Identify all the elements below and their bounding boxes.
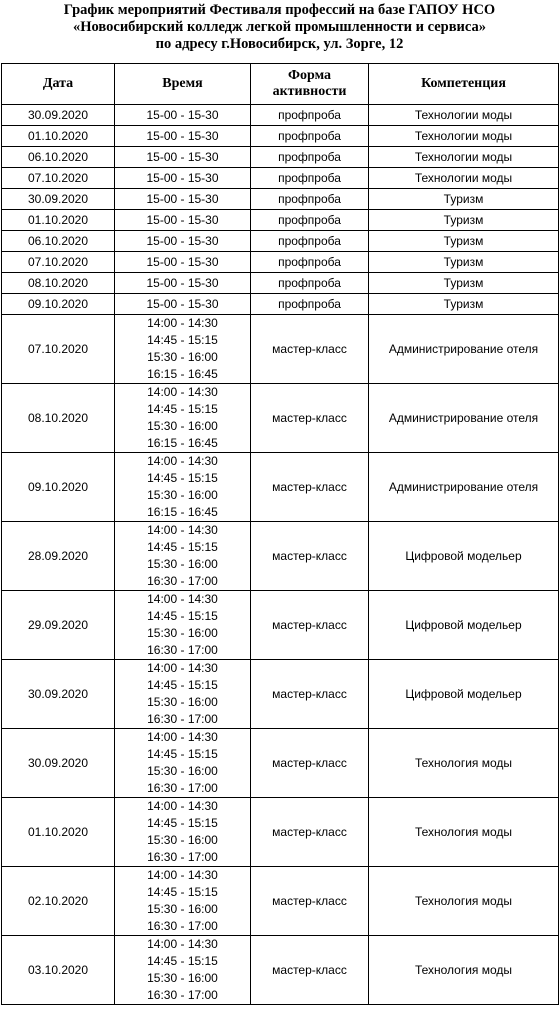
form-cell: профпроба	[251, 189, 369, 210]
title-line-3: по адресу г.Новосибирск, ул. Зорге, 12	[155, 36, 404, 52]
time-slot: 16:30 - 17:00	[147, 988, 218, 1002]
time-slot: 16:30 - 17:00	[147, 781, 218, 795]
schedule-body	[2, 105, 559, 1005]
form-cell: профпроба	[251, 294, 369, 315]
time-slot: 14:45 - 15:15	[147, 333, 218, 347]
table-row	[2, 168, 559, 189]
time-slot: 14:45 - 15:15	[147, 471, 218, 485]
time-cell: 15-00 - 15-30	[115, 126, 251, 147]
time-cell: 15-00 - 15-30	[115, 168, 251, 189]
table-row	[2, 147, 559, 168]
time-cell: 15-00 - 15-30	[115, 105, 251, 126]
date-cell: 03.10.2020	[2, 936, 115, 1005]
time-slot: 14:45 - 15:15	[147, 816, 218, 830]
competence-cell: Туризм	[369, 273, 559, 294]
time-cell: 15-00 - 15-30	[115, 147, 251, 168]
competence-cell: Туризм	[369, 189, 559, 210]
schedule-table	[1, 63, 559, 1005]
time-cell	[115, 729, 251, 798]
date-cell: 06.10.2020	[2, 147, 115, 168]
form-cell: профпроба	[251, 252, 369, 273]
table-row	[2, 294, 559, 315]
competence-cell: Технология моды	[369, 729, 559, 798]
time-cell: 15-00 - 15-30	[115, 273, 251, 294]
competence-cell: Технологии моды	[369, 126, 559, 147]
date-cell: 30.09.2020	[2, 105, 115, 126]
time-slot: 14:45 - 15:15	[147, 885, 218, 899]
form-cell: мастер-класс	[251, 384, 369, 453]
competence-cell: Администрирование отеля	[369, 453, 559, 522]
form-cell: мастер-класс	[251, 453, 369, 522]
table-row	[2, 384, 559, 453]
competence-cell: Технологии моды	[369, 147, 559, 168]
header-time: Время	[115, 64, 251, 105]
date-cell: 06.10.2020	[2, 231, 115, 252]
time-slot: 16:30 - 17:00	[147, 643, 218, 657]
form-cell: профпроба	[251, 168, 369, 189]
table-row	[2, 315, 559, 384]
time-slot: 14:45 - 15:15	[147, 747, 218, 761]
header-row	[2, 64, 559, 105]
time-slot: 15:30 - 16:00	[147, 350, 218, 364]
table-row	[2, 231, 559, 252]
time-slot: 15:30 - 16:00	[147, 833, 218, 847]
time-slot: 16:30 - 17:00	[147, 574, 218, 588]
table-row	[2, 189, 559, 210]
time-slot: 16:15 - 16:45	[147, 367, 218, 381]
time-slot: 14:45 - 15:15	[147, 402, 218, 416]
table-row	[2, 660, 559, 729]
competence-cell: Туризм	[369, 294, 559, 315]
competence-cell: Цифровой модельер	[369, 660, 559, 729]
date-cell: 08.10.2020	[2, 384, 115, 453]
time-cell: 15-00 - 15-30	[115, 189, 251, 210]
time-slot: 16:30 - 17:00	[147, 919, 218, 933]
table-row	[2, 591, 559, 660]
date-cell: 30.09.2020	[2, 729, 115, 798]
time-slot: 14:00 - 14:30	[147, 937, 218, 951]
time-cell	[115, 384, 251, 453]
time-cell	[115, 522, 251, 591]
table-row	[2, 729, 559, 798]
form-cell: мастер-класс	[251, 660, 369, 729]
time-slot: 14:00 - 14:30	[147, 316, 218, 330]
time-slot: 15:30 - 16:00	[147, 488, 218, 502]
date-cell: 09.10.2020	[2, 453, 115, 522]
form-cell: мастер-класс	[251, 591, 369, 660]
form-cell: профпроба	[251, 105, 369, 126]
time-cell	[115, 798, 251, 867]
table-row	[2, 453, 559, 522]
time-cell	[115, 867, 251, 936]
form-cell: профпроба	[251, 231, 369, 252]
time-slot: 14:45 - 15:15	[147, 540, 218, 554]
form-cell: профпроба	[251, 210, 369, 231]
time-slot: 16:15 - 16:45	[147, 505, 218, 519]
title-line-1: График мероприятий Фестиваля профессий на базе ГАПОУ НСО	[63, 2, 496, 18]
time-slot: 14:00 - 14:30	[147, 799, 218, 813]
header-form: Форма активности	[251, 64, 369, 105]
date-cell: 01.10.2020	[2, 210, 115, 231]
time-cell: 15-00 - 15-30	[115, 231, 251, 252]
competence-cell: Технологии моды	[369, 168, 559, 189]
date-cell: 30.09.2020	[2, 189, 115, 210]
time-cell: 15-00 - 15-30	[115, 294, 251, 315]
time-slot: 15:30 - 16:00	[147, 557, 218, 571]
form-cell: мастер-класс	[251, 936, 369, 1005]
table-row	[2, 798, 559, 867]
time-cell: 15-00 - 15-30	[115, 210, 251, 231]
header-date: Дата	[2, 64, 115, 105]
time-cell	[115, 591, 251, 660]
time-slot: 14:00 - 14:30	[147, 454, 218, 468]
competence-cell: Технологии моды	[369, 105, 559, 126]
date-cell: 07.10.2020	[2, 252, 115, 273]
table-row	[2, 273, 559, 294]
form-cell: мастер-класс	[251, 522, 369, 591]
time-slot: 15:30 - 16:00	[147, 626, 218, 640]
time-slot: 14:00 - 14:30	[147, 661, 218, 675]
table-row	[2, 105, 559, 126]
form-cell: мастер-класс	[251, 729, 369, 798]
form-cell: мастер-класс	[251, 315, 369, 384]
table-row	[2, 522, 559, 591]
competence-cell: Технология моды	[369, 867, 559, 936]
competence-cell: Технология моды	[369, 936, 559, 1005]
competence-cell: Технология моды	[369, 798, 559, 867]
time-slot: 14:00 - 14:30	[147, 523, 218, 537]
competence-cell: Цифровой модельер	[369, 591, 559, 660]
time-cell	[115, 936, 251, 1005]
date-cell: 02.10.2020	[2, 867, 115, 936]
time-slot: 15:30 - 16:00	[147, 695, 218, 709]
competence-cell: Администрирование отеля	[369, 315, 559, 384]
date-cell: 07.10.2020	[2, 315, 115, 384]
time-slot: 14:45 - 15:15	[147, 609, 218, 623]
time-slot: 14:45 - 15:15	[147, 678, 218, 692]
form-cell: мастер-класс	[251, 798, 369, 867]
table-row	[2, 867, 559, 936]
title-line-2: «Новосибирский колледж легкой промышленности и сервиса»	[72, 19, 487, 35]
competence-cell: Туризм	[369, 252, 559, 273]
competence-cell: Администрирование отеля	[369, 384, 559, 453]
time-slot: 14:00 - 14:30	[147, 868, 218, 882]
date-cell: 28.09.2020	[2, 522, 115, 591]
header-competence: Компетенция	[369, 64, 559, 105]
form-cell: профпроба	[251, 126, 369, 147]
time-cell	[115, 660, 251, 729]
table-row	[2, 126, 559, 147]
form-cell: профпроба	[251, 147, 369, 168]
date-cell: 08.10.2020	[2, 273, 115, 294]
time-cell	[115, 453, 251, 522]
time-slot: 14:45 - 15:15	[147, 954, 218, 968]
time-slot: 16:15 - 16:45	[147, 436, 218, 450]
form-cell: профпроба	[251, 273, 369, 294]
time-slot: 16:30 - 17:00	[147, 850, 218, 864]
table-row	[2, 252, 559, 273]
time-slot: 15:30 - 16:00	[147, 419, 218, 433]
document-title	[0, 2, 559, 63]
competence-cell: Туризм	[369, 210, 559, 231]
date-cell: 30.09.2020	[2, 660, 115, 729]
table-row	[2, 210, 559, 231]
date-cell: 01.10.2020	[2, 126, 115, 147]
competence-cell: Туризм	[369, 231, 559, 252]
form-cell: мастер-класс	[251, 867, 369, 936]
date-cell: 29.09.2020	[2, 591, 115, 660]
time-slot: 14:00 - 14:30	[147, 592, 218, 606]
date-cell: 07.10.2020	[2, 168, 115, 189]
table-row	[2, 936, 559, 1005]
date-cell: 01.10.2020	[2, 798, 115, 867]
time-slot: 14:00 - 14:30	[147, 385, 218, 399]
time-cell: 15-00 - 15-30	[115, 252, 251, 273]
date-cell: 09.10.2020	[2, 294, 115, 315]
time-slot: 15:30 - 16:00	[147, 764, 218, 778]
time-slot: 16:30 - 17:00	[147, 712, 218, 726]
competence-cell: Цифровой модельер	[369, 522, 559, 591]
time-slot: 15:30 - 16:00	[147, 902, 218, 916]
time-cell	[115, 315, 251, 384]
time-slot: 14:00 - 14:30	[147, 730, 218, 744]
time-slot: 15:30 - 16:00	[147, 971, 218, 985]
